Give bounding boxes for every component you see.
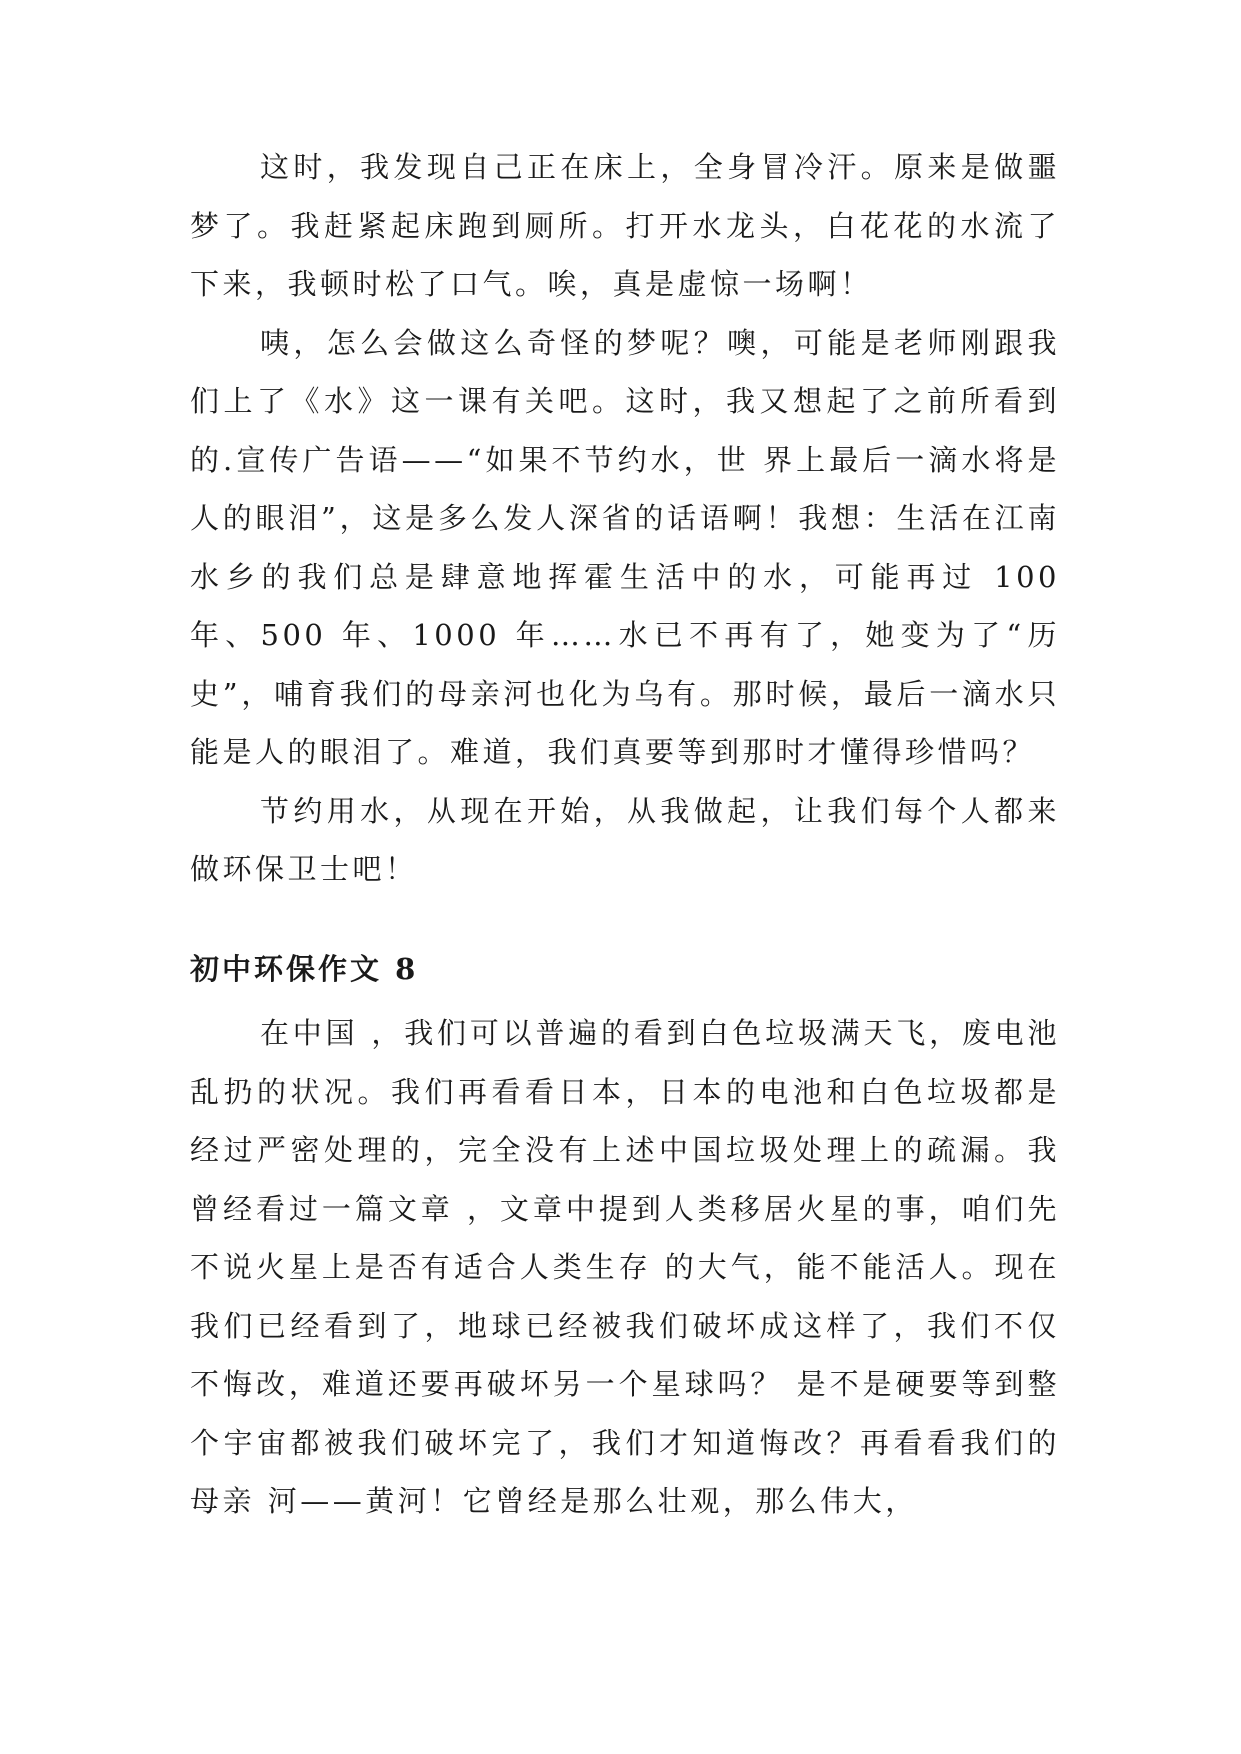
paragraph-water-reflection: 咦，怎么会做这么奇怪的梦呢？噢，可能是老师刚跟我们上了《水》这一课有关吧。这时，我又想起了之前所看到的.宣传广告语——“如果不节约水，世 界上最后一滴水将是人的眼泪”，这是多么发人深省的话语啊！我想：生活在江南水乡的我们总是肆意地挥霍生活中的水，可能再过 100 年、500 年、1000 年……水已不再有了，她变为了“历史”，哺育我们的母亲河也化为乌有。那时候，最后一滴水只能是人的眼泪了。难道，我们真要等到那时才懂得珍惜吗？ bbox=[190, 325, 1060, 769]
paragraph-call-to-action: 节约用水，从现在开始，从我做起，让我们每个人都来做环保卫士吧！ bbox=[190, 793, 1060, 886]
paragraph-pollution-comparison: 在中国 ，我们可以普遍的看到白色垃圾满天飞，废电池乱扔的状况。我们再看看日本，日本的电池和白色垃圾都是经过严密处理的，完全没有上述中国垃圾处理上的疏漏。我曾经看过一篇文章 ，文章中提到人类移居火星的事，咱们先不说火星上是否有适合人类生存 的大气，能不能活人。现在我们已经看到了，地球已经被我们破坏成这样了，我们不仅不悔改，难道还要再破坏另一个星球吗？ 是不是硬要等到整个宇宙都被我们破坏完了，我们才知道悔改？再看看我们的母亲 河——黄河！它曾经是那么壮观，那么伟大， bbox=[190, 1016, 1060, 1518]
paragraph-nightmare-ending: 这时，我发现自己正在床上，全身冒冷汗。原来是做噩梦了。我赶紧起床跑到厕所。打开水龙头，白花花的水流了下来，我顿时松了口气。唉，真是虚惊一场啊！ bbox=[190, 150, 1060, 301]
essay-title: 初中环保作文 8 bbox=[190, 952, 419, 986]
essay-continuation bbox=[190, 138, 1060, 899]
essay-8 bbox=[190, 940, 1060, 1531]
